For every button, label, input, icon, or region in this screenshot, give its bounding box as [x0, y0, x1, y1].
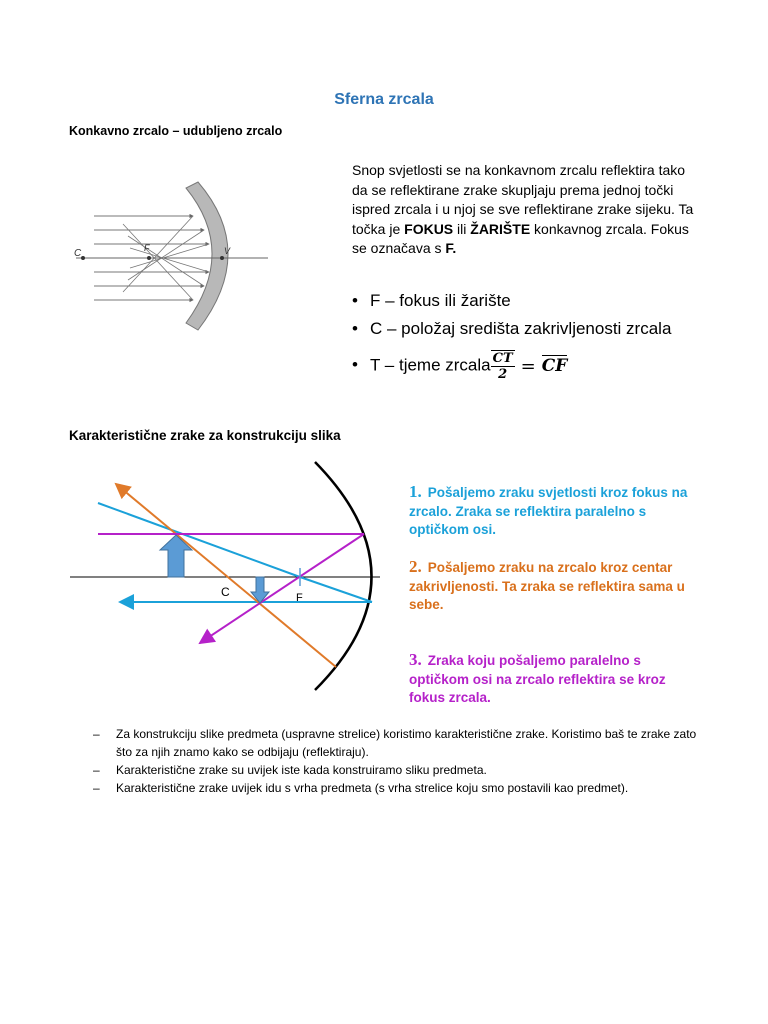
bullet-vertex: • T – tjeme zrcala $\frac{CT}{2}$ = CF — [352, 351, 568, 382]
point-v — [220, 256, 224, 260]
bullet-center: • C – položaj središta zakrivljenosti zrcala — [352, 319, 672, 338]
mirror-shell — [186, 182, 228, 330]
ray-step-2: 2. Pošaljemo zraku na zrcalo kroz centar zakrivljenosti. Ta zraka se reflektira sama u sebe. — [409, 557, 685, 612]
section-heading-rays: Karakteristične zrake za konstrukciju slika — [69, 428, 341, 443]
page-title: Sferna zrcala — [334, 91, 434, 108]
notes-list — [93, 725, 703, 797]
formula-fraction: $\frac{CT}{2}$ — [492, 351, 513, 382]
focus-explanation: Snop svjetlosti se na konkavnom zrcalu reflektira tako da se reflektirane zrake skupljaju prema jednoj točki ispred zrcala i u njoj se sve reflektirane zrake sijeku. Ta točka je FOKUS ili ŽARIŠTE konkavnog zrcala. Fokus se označava s F. — [352, 162, 694, 256]
section-heading-concave: Konkavno zrcalo – udubljeno zrcalo — [69, 124, 283, 138]
point-c — [81, 256, 85, 260]
list-item: – Za konstrukciju slike predmeta (uspravne strelice) koristimo karakteristične zrake. Koristimo baš te zrake zato što za njih znamo kako se odbijaju (reflektiraju). — [93, 727, 697, 759]
formula-rhs: CF — [541, 356, 568, 376]
concave-mirror-figure — [68, 180, 278, 332]
object-arrow — [160, 535, 192, 577]
ray-construction-diagram — [68, 455, 398, 705]
label-f: F — [144, 243, 150, 253]
label-f: F — [296, 592, 303, 604]
label-c: C — [74, 248, 82, 259]
label-c: C — [221, 585, 230, 599]
list-item: – Karakteristične zrake uvijek idu s vrha predmeta (s vrha strelice koju smo postavili kao predmet). — [93, 781, 629, 795]
label-v: V — [224, 246, 231, 256]
ray-step-1: 1. Pošaljemo zraku svjetlosti kroz fokus na zrcalo. Zraka se reflektira paralelno s optičkom osi. — [409, 482, 688, 537]
ray-step-3: 3. Zraka koju pošaljemo paralelno s optičkom osi na zrcalo reflektira se kroz fokus zrcala. — [409, 650, 666, 705]
bullet-focus: • F – fokus ili žarište — [352, 291, 511, 310]
point-f — [147, 256, 151, 260]
list-item: – Karakteristične zrake su uvijek iste kada konstruiramo sliku predmeta. — [93, 763, 487, 777]
ray-1-blue — [98, 503, 372, 602]
